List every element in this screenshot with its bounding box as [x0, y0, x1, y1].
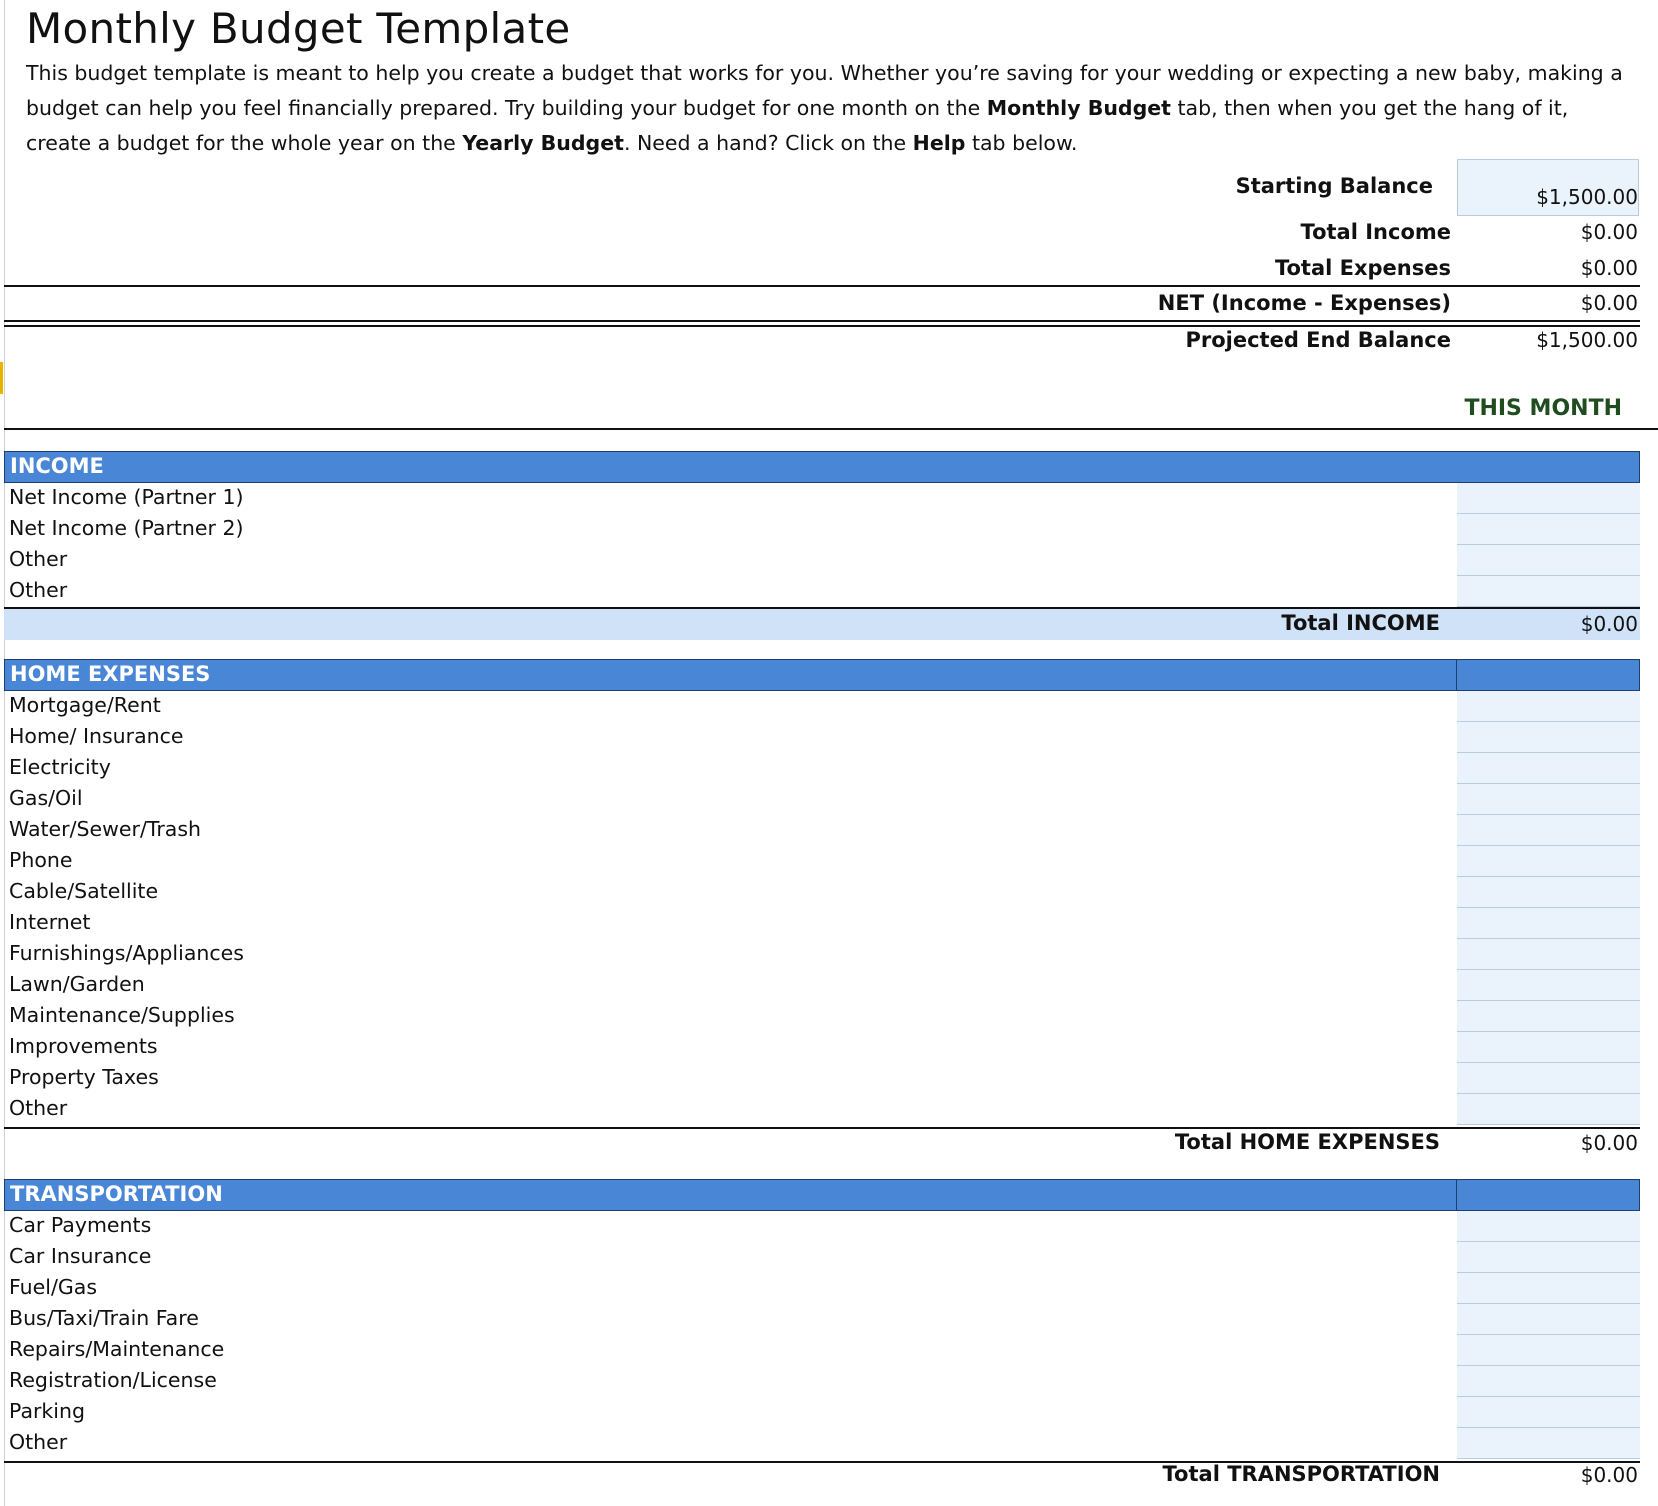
income-row	[4, 545, 1640, 576]
home-expense-amount-cell[interactable]	[1457, 753, 1640, 784]
home-expense-amount-cell[interactable]	[1457, 691, 1640, 722]
home-expense-amount-cell[interactable]	[1457, 970, 1640, 1001]
home-expense-amount-cell[interactable]	[1457, 939, 1640, 970]
transportation-row	[4, 1335, 1640, 1366]
header-column-divider	[1456, 1180, 1457, 1210]
transportation-row	[4, 1304, 1640, 1335]
transportation-row	[4, 1273, 1640, 1304]
home-expense-row	[4, 1032, 1640, 1063]
income-amount-cell[interactable]	[1457, 576, 1640, 607]
total-expenses-label: Total Expenses	[1274, 256, 1451, 280]
intro-bold-monthly-budget: Monthly Budget	[986, 96, 1171, 120]
home-expense-row	[4, 877, 1640, 908]
transportation-row	[4, 1242, 1640, 1273]
home-expense-row	[4, 1001, 1640, 1032]
net-label: NET (Income - Expenses)	[1157, 291, 1451, 315]
page-title: Monthly Budget Template	[26, 4, 571, 53]
transportation-total-row	[4, 1460, 1640, 1491]
home-expense-label: Furnishings/Appliances	[9, 941, 244, 965]
total-income-label: Total Income	[1300, 220, 1451, 244]
net-value: $0.00	[1580, 291, 1638, 315]
home-expense-amount-cell[interactable]	[1457, 877, 1640, 908]
transportation-item-label: Car Insurance	[9, 1244, 152, 1268]
home-expense-amount-cell[interactable]	[1457, 846, 1640, 877]
home-expense-amount-cell[interactable]	[1457, 908, 1640, 939]
income-item-label: Net Income (Partner 1)	[9, 485, 244, 509]
home-expense-amount-cell[interactable]	[1457, 784, 1640, 815]
intro-paragraph	[26, 56, 1636, 161]
home-expense-amount-cell[interactable]	[1457, 1094, 1640, 1125]
intro-bold-yearly-budget: Yearly Budget	[462, 131, 624, 155]
home-expense-label: Internet	[9, 910, 91, 934]
income-total-row	[4, 609, 1640, 640]
home-expense-amount-cell[interactable]	[1457, 1063, 1640, 1094]
income-amount-cell[interactable]	[1457, 514, 1640, 545]
home-expense-label: Cable/Satellite	[9, 879, 159, 903]
starting-balance-value[interactable]: $1,500.00	[1536, 185, 1638, 209]
home-expense-row	[4, 753, 1640, 784]
transportation-amount-cell[interactable]	[1457, 1366, 1640, 1397]
transportation-amount-cell[interactable]	[1457, 1211, 1640, 1242]
home-expense-row	[4, 1063, 1640, 1094]
home-expense-label: Other	[9, 1096, 68, 1120]
transportation-item-label: Repairs/Maintenance	[9, 1337, 225, 1361]
projected-end-balance-value: $1,500.00	[1536, 328, 1638, 352]
income-row	[4, 514, 1640, 545]
home-expense-row	[4, 970, 1640, 1001]
income-amount-cell[interactable]	[1457, 483, 1640, 514]
home-expense-amount-cell[interactable]	[1457, 1001, 1640, 1032]
home-expenses-total-value: $0.00	[1580, 1131, 1638, 1155]
net-double-line-bottom	[4, 325, 1640, 327]
home-expense-row	[4, 815, 1640, 846]
income-total-value: $0.00	[1580, 612, 1638, 636]
home-expense-amount-cell[interactable]	[1457, 1032, 1640, 1063]
home-expense-label: Maintenance/Supplies	[9, 1003, 235, 1027]
home-expense-row	[4, 722, 1640, 753]
income-item-label: Other	[9, 547, 68, 571]
total-expenses-value: $0.00	[1580, 256, 1638, 280]
home-expense-label: Water/Sewer/Trash	[9, 817, 202, 841]
home-expense-row	[4, 939, 1640, 970]
intro-bold-help: Help	[912, 131, 966, 155]
transportation-amount-cell[interactable]	[1457, 1428, 1640, 1459]
home-expense-label: Lawn/Garden	[9, 972, 145, 996]
home-expense-row	[4, 1094, 1640, 1125]
transportation-amount-cell[interactable]	[1457, 1304, 1640, 1335]
transportation-amount-cell[interactable]	[1457, 1242, 1640, 1273]
income-header-label: INCOME	[10, 454, 104, 478]
home-expense-label: Gas/Oil	[9, 786, 83, 810]
home-expense-row	[4, 691, 1640, 722]
summary-divider	[4, 285, 1640, 287]
transportation-row	[4, 1397, 1640, 1428]
starting-balance-label: Starting Balance	[1235, 174, 1433, 198]
income-row	[4, 483, 1640, 514]
intro-text-2: tab, then when you get the hang of it, create a budget for the whole year on the	[26, 96, 1569, 155]
home-expense-row	[4, 846, 1640, 877]
home-expense-amount-cell[interactable]	[1457, 815, 1640, 846]
income-total-label: Total INCOME	[1281, 611, 1440, 635]
projected-end-balance-label: Projected End Balance	[1185, 328, 1451, 352]
home-expense-row	[4, 908, 1640, 939]
home-expense-row	[4, 784, 1640, 815]
transportation-amount-cell[interactable]	[1457, 1335, 1640, 1366]
this-month-column-header: THIS MONTH	[1464, 396, 1622, 421]
home-expenses-total-label: Total HOME EXPENSES	[1174, 1130, 1440, 1154]
home-expenses-header-label: HOME EXPENSES	[10, 662, 211, 686]
transportation-item-label: Registration/License	[9, 1368, 217, 1392]
income-item-label: Other	[9, 578, 68, 602]
home-expense-label: Improvements	[9, 1034, 158, 1058]
income-row	[4, 576, 1640, 607]
transportation-amount-cell[interactable]	[1457, 1397, 1640, 1428]
transportation-item-label: Fuel/Gas	[9, 1275, 98, 1299]
transportation-amount-cell[interactable]	[1457, 1273, 1640, 1304]
home-expenses-section-header	[4, 659, 1640, 691]
home-expenses-total-row	[4, 1128, 1640, 1159]
transportation-row	[4, 1366, 1640, 1397]
transportation-total-value: $0.00	[1580, 1463, 1638, 1487]
transportation-total-label: Total TRANSPORTATION	[1162, 1462, 1440, 1486]
transportation-row	[4, 1211, 1640, 1242]
home-expense-label: Home/ Insurance	[9, 724, 184, 748]
transportation-item-label: Parking	[9, 1399, 86, 1423]
transportation-header-label: TRANSPORTATION	[10, 1182, 223, 1206]
transportation-item-label: Bus/Taxi/Train Fare	[9, 1306, 199, 1330]
row-selection-marker	[0, 362, 3, 394]
intro-text-3: . Need a hand? Click on the	[623, 131, 913, 155]
transportation-section-header	[4, 1179, 1640, 1211]
intro-text-1: This budget template is meant to help you create a budget that works for you. Whether you’re saving for your wedding or expecting a new baby, making a budget can help you feel financially prepared. Try building your budget for one month on the	[26, 61, 1623, 120]
net-double-line-top	[4, 320, 1640, 322]
home-expense-label: Electricity	[9, 755, 111, 779]
home-expense-amount-cell[interactable]	[1457, 722, 1640, 753]
total-income-value: $0.00	[1580, 220, 1638, 244]
transportation-row	[4, 1428, 1640, 1459]
transportation-item-label: Other	[9, 1430, 68, 1454]
home-expense-label: Property Taxes	[9, 1065, 159, 1089]
transportation-item-label: Car Payments	[9, 1213, 152, 1237]
header-column-divider	[1456, 660, 1457, 690]
income-item-label: Net Income (Partner 2)	[9, 516, 244, 540]
home-expense-label: Phone	[9, 848, 73, 872]
home-expense-label: Mortgage/Rent	[9, 693, 161, 717]
income-amount-cell[interactable]	[1457, 545, 1640, 576]
income-section-header	[4, 451, 1640, 483]
intro-text-4: tab below.	[965, 131, 1078, 155]
column-header-underline	[4, 428, 1658, 430]
